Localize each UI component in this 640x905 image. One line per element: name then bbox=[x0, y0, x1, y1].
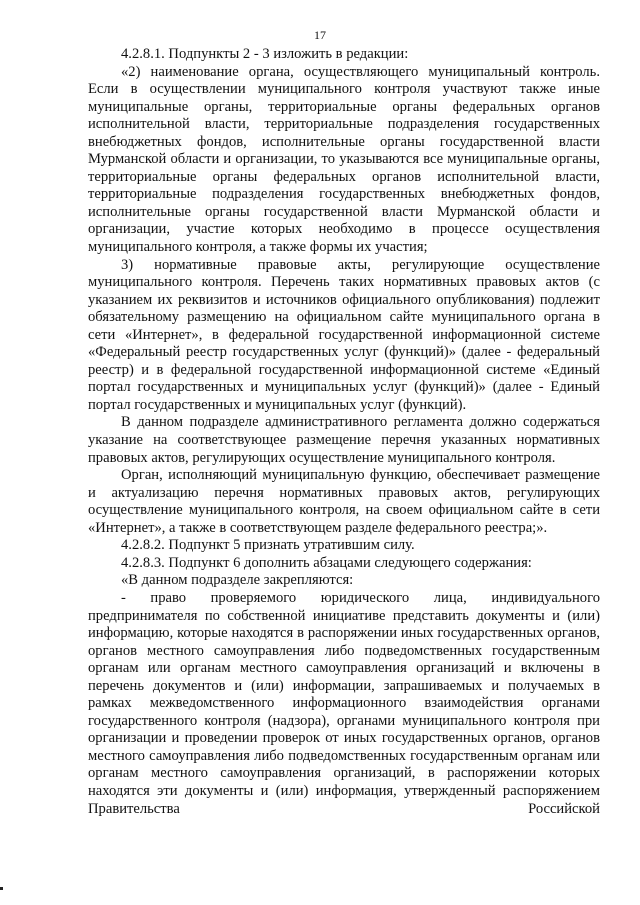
paragraph-right-item: - право проверяемого юридического лица, индивидуального предпринимателя по собственной инициативе представить документы и (или) информацию, которые находятся в распоряжении иных государственных органов, органов местного самоуправления либо подведомственных государственным органам или органам местного самоуправления организаций и включены в перечень документов и (или) информации, запрашиваемых и получаемых в рамках межведомственного информационного взаимодействия органами государственного контроля (надзора), органами муниципального контроля при организации и проведении проверок от иных государственных органов, органов местного самоуправления либо подведомственных государственным органам или органам местного самоуправления организаций, в распоряжении которых находятся эти документы и (или) информация, утвержденный распоряжением Правительства Российской bbox=[88, 589, 600, 817]
document-body bbox=[88, 46, 600, 818]
paragraph-item-2: «2) наименование органа, осуществляющего муниципальный контроль. Если в осуществлении муниципального контроля участвуют также иные муниципальные органы, территориальные органы федеральных органов исполнительной власти, территориальные подразделения государственных внебюджетных фондов, исполнительные органы государственной власти Мурманской области и организации, то указываются все муниципальные органы, территориальные органы федеральных органов исполнительной власти, территориальные подразделения государственных внебюджетных фондов, исполнительные органы государственной власти Мурманской области и организации, участие которых необходимо в процессе осуществления муниципального контроля, а также формы их участия; bbox=[88, 63, 600, 256]
paragraph-item-3: 3) нормативные правовые акты, регулирующие осуществление муниципального контроля. Перечень таких нормативных правовых актов (с указанием их реквизитов и источников официального опубликования) подлежит обязательному размещению на официальном сайте муниципального органа в сети «Интернет», в федеральной государственной информационной системе «Федеральный реестр государственных услуг (функций)» (далее - федеральный реестр) и в федеральной государственной информационной системе «Единый портал государственных и муниципальных услуг (функций)» (далее - Единый портал государственных и муниципальных услуг (функций). bbox=[88, 256, 600, 413]
paragraph-4-2-8-1: 4.2.8.1. Подпункты 2 - 3 изложить в редакции: bbox=[121, 46, 409, 62]
page-number: 17 bbox=[314, 28, 326, 42]
paragraph-subsection-intro: «В данном подразделе закрепляются: bbox=[121, 572, 354, 589]
paragraph-organ-duty: Орган, исполняющий муниципальную функцию, обеспечивает размещение и актуализацию перечня нормативных правовых актов, регулирующих осуществление муниципального контроля, на своем официальном сайте в сети «Интернет», а также в соответствующем разделе федерального реестра;». bbox=[88, 467, 600, 536]
paragraph-4-2-8-3: 4.2.8.3. Подпункт 6 дополнить абзацами следующего содержания: bbox=[121, 554, 532, 571]
paragraph-4-2-8-2: 4.2.8.2. Подпункт 5 признать утратившим силу. bbox=[121, 537, 415, 554]
paragraph-regulation-note: В данном подразделе административного регламента должно содержаться указание на соответствующее размещение перечня указанных нормативных правовых актов, регулирующих осуществление муниципального контроля. bbox=[88, 414, 600, 466]
scan-margin-mark bbox=[0, 887, 3, 890]
